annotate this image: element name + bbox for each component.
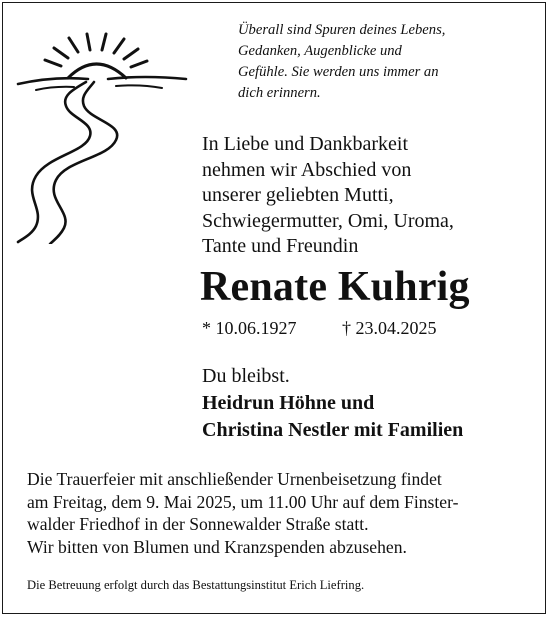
funeral-home-credit: Die Betreuung erfolgt durch das Bestattungsinstitut Erich Liefring. — [27, 578, 365, 592]
quote-line: Gefühle. Sie werden uns immer an — [238, 64, 439, 80]
signatory-line: Heidrun Höhne und — [202, 392, 375, 414]
quote-line: dich erinnern. — [238, 85, 321, 101]
service-line: Die Trauerfeier mit anschließender Urnenbeisetzung findet — [27, 469, 442, 489]
intro-line: unserer geliebten Mutti, — [202, 184, 394, 206]
birth-date: * 10.06.1927 — [202, 318, 297, 338]
death-date: † 23.04.2025 — [342, 318, 437, 338]
deceased-name: Renate Kuhrig — [200, 264, 470, 310]
closing-block — [202, 363, 542, 444]
quote-line: Überall sind Spuren deines Lebens, — [238, 22, 446, 38]
memorial-quote — [238, 20, 538, 104]
intro-line: nehmen wir Abschied von — [202, 158, 412, 181]
quote-line: Gedanken, Augenblicke und — [238, 43, 402, 59]
service-line: walder Friedhof in der Sonnewalder Straße statt. — [27, 514, 369, 534]
farewell-intro — [202, 132, 542, 260]
service-line: am Freitag, dem 9. Mai 2025, um 11.00 Uhr auf dem Finster- — [27, 491, 459, 512]
service-line: Wir bitten von Blumen und Kranzspenden abzusehen. — [27, 536, 407, 557]
intro-line: Tante und Freundin — [202, 235, 359, 257]
closing-phrase: Du bleibst. — [202, 365, 290, 387]
signatory-line: Christina Nestler mit Familien — [202, 419, 464, 441]
intro-line: In Liebe und Dankbarkeit — [202, 133, 409, 155]
funeral-service-info — [27, 468, 539, 558]
sunset-path-icon — [14, 28, 190, 244]
intro-line: Schwiegermutter, Omi, Uroma, — [202, 209, 454, 232]
